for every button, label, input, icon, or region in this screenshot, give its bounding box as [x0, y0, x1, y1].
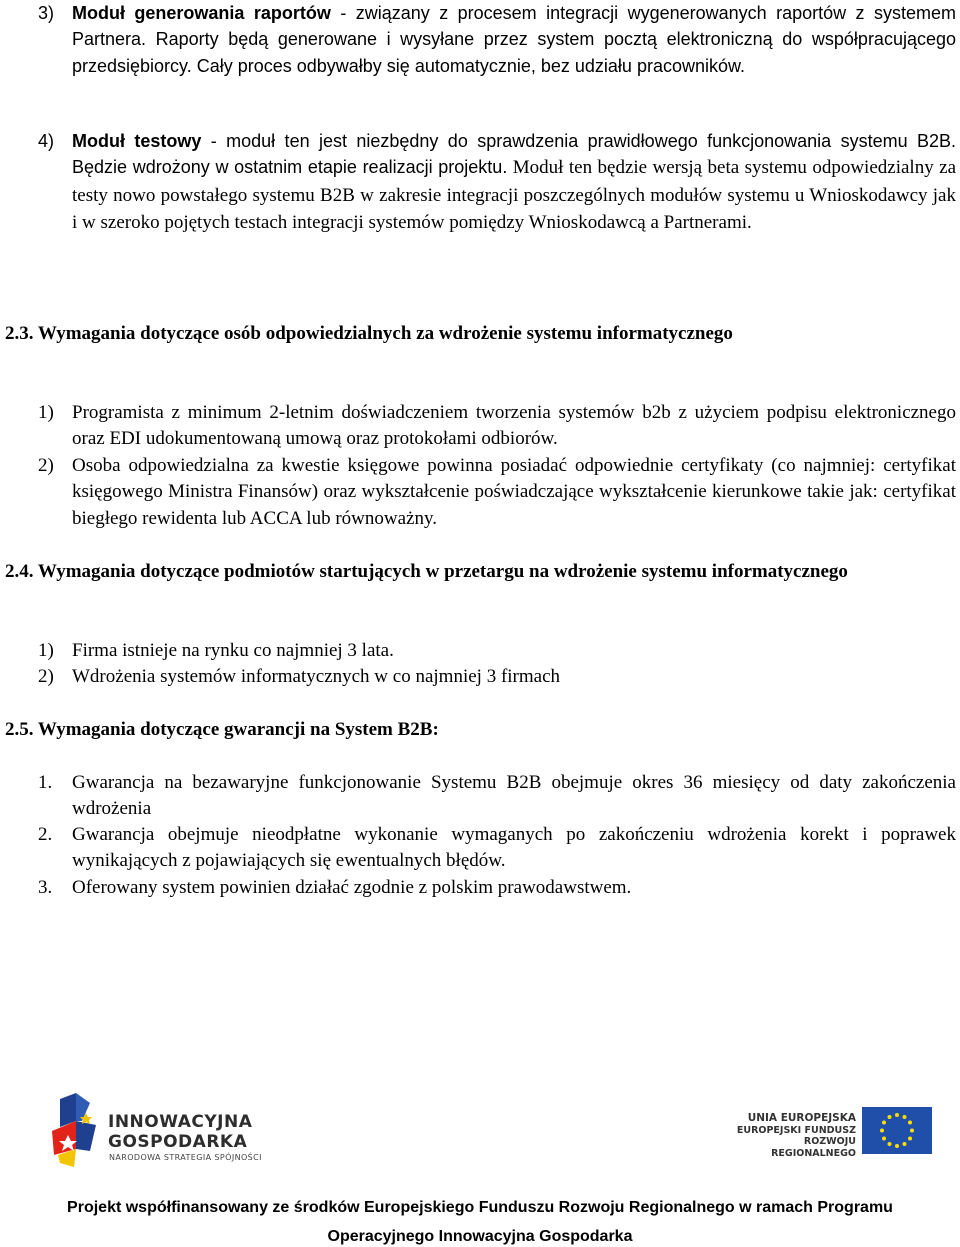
footer-text-line2: Operacyjnego Innowacyjna Gospodarka: [327, 1228, 633, 1245]
list-number: 2): [38, 455, 54, 476]
logo-right-line2: EUROPEJSKI FUNDUSZ: [736, 1124, 856, 1136]
list-item: [38, 453, 956, 532]
item-text: Osoba odpowiedzialna za kwestie księgowe powinna posiadać odpowiednie certyfikaty (co najmniej: certyfikat księgowego Ministra Finansów) oraz wykształcenie poświadczające wykształcenie kierunkowe takie jak: certyfikat biegłego rewidenta lub ACCA lub równoważny.: [72, 455, 956, 529]
logo-left-line3: NARODOWA STRATEGIA SPÓJNOŚCI: [109, 1153, 262, 1162]
item-text: Firma istnieje na rynku co najmniej 3 lata.: [72, 640, 394, 661]
list-item: [38, 822, 956, 875]
item-title: Moduł generowania raportów: [72, 3, 331, 23]
list-item: [38, 400, 956, 453]
section-heading-2-4: 2.4. Wymagania dotyczące podmiotów startujących w przetargu na wdrożenie systemu informatycznego: [5, 561, 848, 582]
section-heading-2-3: 2.3. Wymagania dotyczące osób odpowiedzialnych za wdrożenie systemu informatycznego: [5, 323, 733, 344]
item-title: Moduł testowy: [72, 131, 202, 151]
item-text: - moduł ten jest niezbędny do sprawdzenia prawidłowego funkcjonowania systemu B2B. Będzie wdrożony w ostatnim etapie realizacji projektu.: [72, 131, 956, 178]
list-number: 3.: [38, 877, 53, 898]
list-number: 1.: [38, 772, 53, 793]
footer-text-line1: Projekt współfinansowany ze środków Europejskiego Funduszu Rozwoju Regionalnego w ramach Programu: [67, 1199, 893, 1216]
list-item: [38, 875, 956, 901]
item-text: Programista z minimum 2-letnim doświadczeniem tworzenia systemów b2b z użyciem podpisu elektronicznego oraz EDI udokumentowaną umową oraz protokołami odbiorów.: [72, 402, 956, 450]
logo-left-line1: INNOWACYJNA: [108, 1112, 253, 1132]
logo-right-line3: ROZWOJU REGIONALNEGO: [771, 1136, 856, 1159]
list-number: 2): [38, 666, 54, 687]
innowacyjna-gospodarka-logo-icon: [46, 1091, 104, 1169]
eu-logo: [728, 1103, 938, 1159]
list-number: 1): [38, 640, 54, 661]
eu-flag-icon: [862, 1107, 932, 1154]
item-text: Gwarancja na bezawaryjne funkcjonowanie Systemu B2B obejmuje okres 36 miesięcy od daty zakończenia wdrożenia: [72, 772, 956, 820]
list-item-module-reports: [38, 0, 956, 79]
item-text-continued: Moduł ten będzie wersją beta systemu odpowiedzialny za testy nowo powstałego systemu B2B w zakresie integracji poszczególnych modułów systemu u Wnioskodawcy jak i w szeroko pojętych testach integracji systemów pomiędzy Wnioskodawcą a Partnerami.: [72, 157, 956, 233]
logo-right-line1: UNIA EUROPEJSKA: [747, 1112, 856, 1124]
item-text: Oferowany system powinien działać zgodnie z polskim prawodawstwem.: [72, 877, 632, 898]
section-heading-2-5: 2.5. Wymagania dotyczące gwarancji na System B2B:: [5, 719, 439, 740]
item-text: Wdrożenia systemów informatycznych w co najmniej 3 firmach: [72, 666, 561, 687]
list-item-module-testing: [38, 128, 956, 236]
item-text: Gwarancja obejmuje nieodpłatne wykonanie wymaganych po zakończeniu wdrożenia korekt i poprawek wynikających z pojawiających się ewentualnych błędów.: [72, 824, 956, 872]
innowacyjna-gospodarka-logo: [46, 1091, 278, 1165]
logo-left-line2: GOSPODARKA: [108, 1132, 248, 1152]
list-item: [38, 638, 956, 664]
list-number: 4): [38, 131, 55, 151]
list-number: 3): [38, 3, 55, 23]
list-number: 2.: [38, 824, 53, 845]
list-item: [38, 770, 956, 823]
footer-logos: [0, 1085, 960, 1175]
list-number: 1): [38, 402, 54, 423]
list-item: [38, 664, 956, 690]
item-text: - związany z procesem integracji wygenerowanych raportów z systemem Partnera. Raporty będą generowane i wysyłane przez system pocztą elektroniczną do współpracującego przedsiębiorcy. Cały proces odbywałby się automatycznie, bez udziału pracowników.: [72, 3, 956, 76]
